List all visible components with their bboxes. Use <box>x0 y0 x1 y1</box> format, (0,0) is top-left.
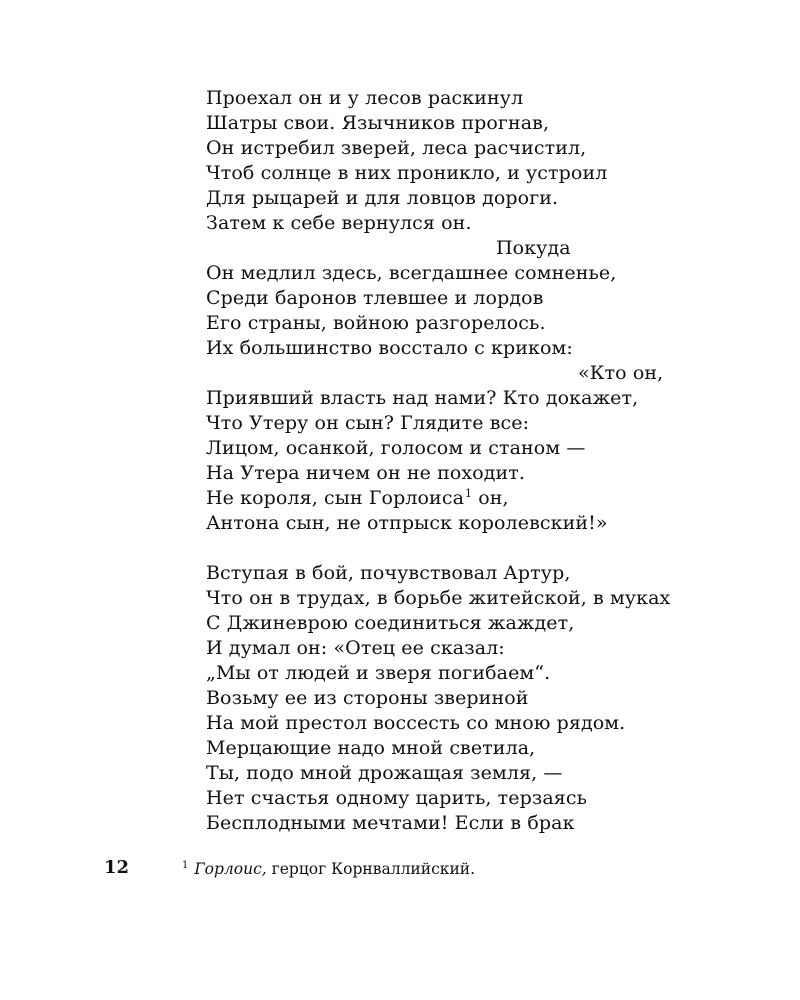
footnote-name: Горлоис, <box>194 860 267 878</box>
poem-line: Чтоб солнце в них проникло, и устроил <box>206 162 608 184</box>
poem-line: Что он в трудах, в борьбе житейской, в муках <box>206 587 671 609</box>
poem-line: Затем к себе вернулся он. <box>206 212 472 234</box>
poem-text <box>206 86 726 836</box>
footnote <box>182 857 475 881</box>
poem-line: Для рыцарей и для ловцов дороги. <box>206 187 559 209</box>
poem-line: Шатры свои. Язычников прогнав, <box>206 112 550 134</box>
poem-line: И думал он: «Отец ее сказал: <box>206 637 505 659</box>
poem-line: Приявший власть над нами? Кто докажет, <box>206 387 639 409</box>
poem-line-text: Не короля, сын Горлоиса <box>206 487 464 509</box>
poem-line-indented: Покуда <box>496 237 571 259</box>
poem-line: Возьму ее из стороны звериной <box>206 687 529 709</box>
poem-line: Лицом, осанкой, голосом и станом — <box>206 437 586 459</box>
page-number: 12 <box>104 857 130 878</box>
poem-line: Нет счастья одному царить, терзаясь <box>206 787 588 809</box>
poem-line: С Джиневрою соединиться жаждет, <box>206 612 575 634</box>
poem-line: Среди баронов тлевшее и лордов <box>206 287 544 309</box>
poem-line-with-footnote-ref <box>206 486 726 511</box>
poem-line: „Мы от людей и зверя погибаем“. <box>206 662 551 684</box>
poem-line: Вступая в бой, почувствовал Артур, <box>206 562 571 584</box>
poem-line: На Утера ничем он не походит. <box>206 462 526 484</box>
poem-line: Он медлил здесь, всегдашнее сомненье, <box>206 262 617 284</box>
poem-line: Мерцающие надо мной светила, <box>206 737 536 759</box>
poem-line: Ты, подо мной дрожащая земля, — <box>206 762 563 784</box>
poem-line: Бесплодными мечтами! Если в брак <box>206 812 575 834</box>
footnote-reference[interactable]: 1 <box>465 487 473 500</box>
poem-line: Антона сын, не отпрыск королевский!» <box>206 512 608 534</box>
footnote-mark: 1 <box>182 860 189 871</box>
poem-line: Проехал он и у лесов раскинул <box>206 87 524 109</box>
poem-line: Что Утеру он сын? Глядите все: <box>206 412 530 434</box>
poem-line: Их большинство восстало с криком: <box>206 337 573 359</box>
poem-line: Он истребил зверей, леса расчистил, <box>206 137 587 159</box>
stanza-break <box>206 536 726 561</box>
poem-line: Его страны, войною разгорелось. <box>206 312 546 334</box>
poem-line-text: он, <box>472 487 509 509</box>
footnote-text: герцог Корнваллийский. <box>266 860 476 878</box>
poem-line: На мой престол воссесть со мною рядом. <box>206 712 626 734</box>
poem-line-indented: «Кто он, <box>578 362 664 384</box>
